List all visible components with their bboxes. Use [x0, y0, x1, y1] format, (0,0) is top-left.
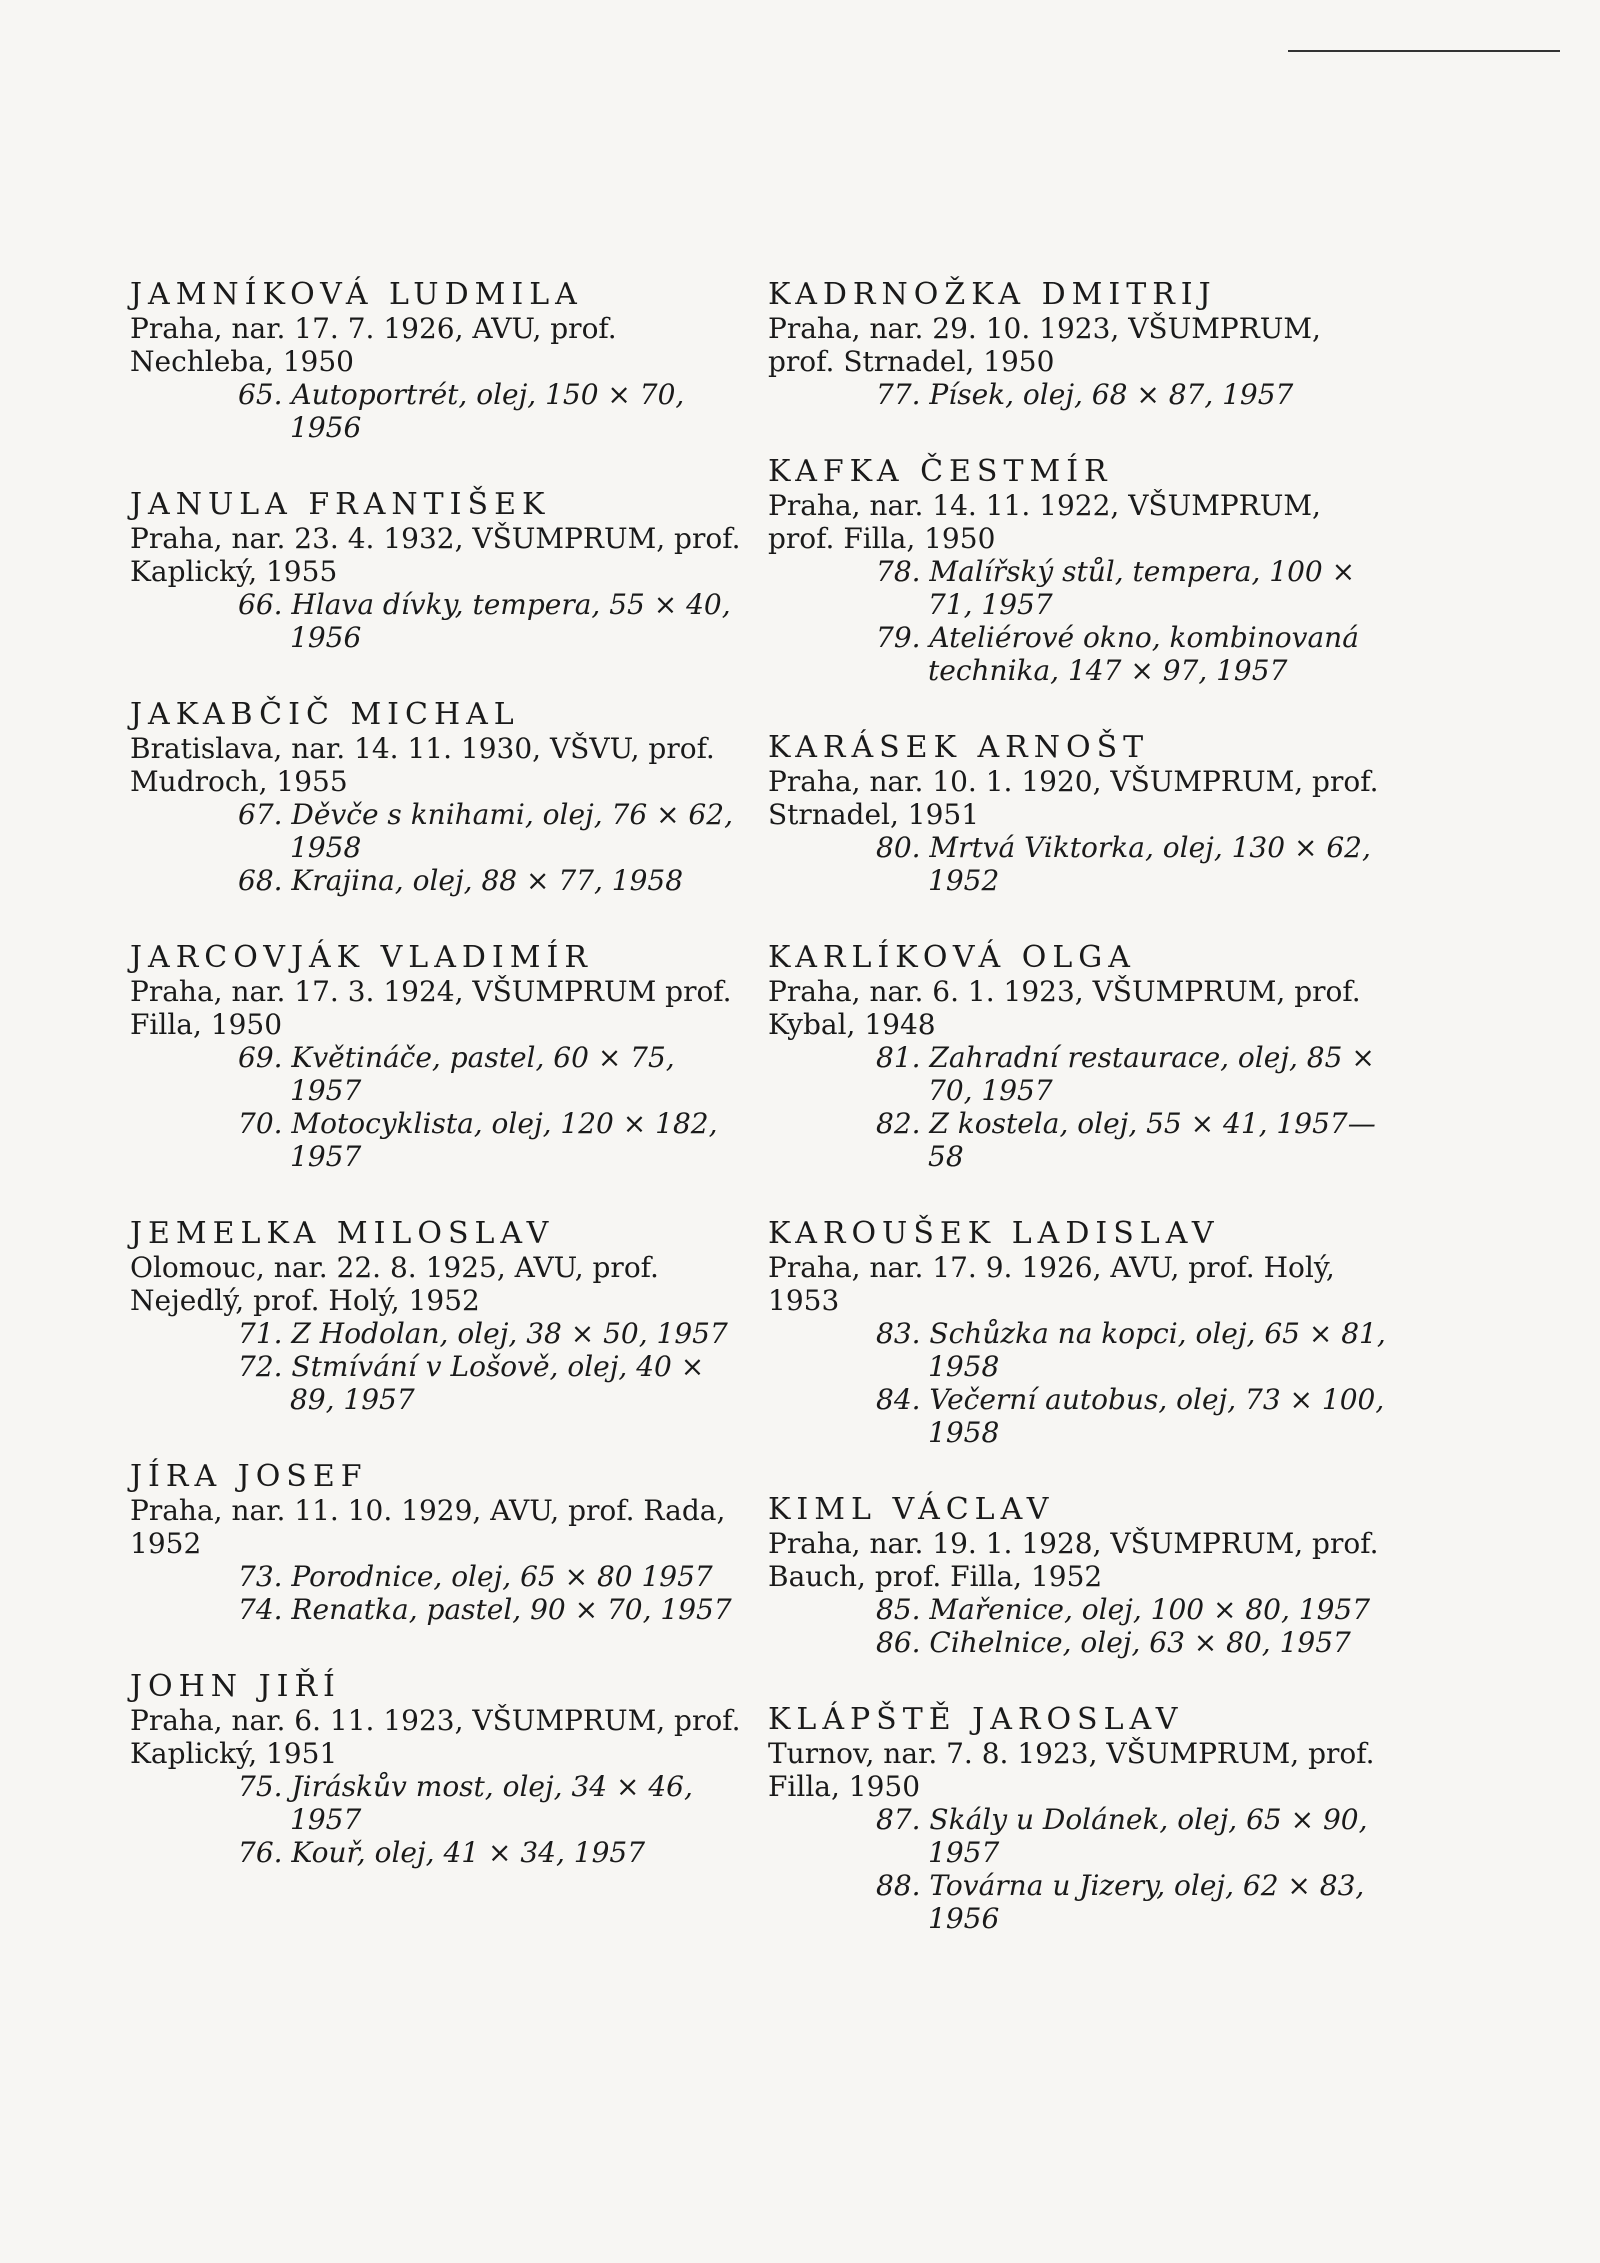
artist-bio: Praha, nar. 17. 3. 1924, VŠUMPRUM prof. Filla, 1950 [130, 975, 732, 1041]
artist-name: JAKABČIČ MICHAL [130, 697, 520, 732]
artist-name: KARLÍKOVÁ OLGA [768, 940, 1136, 975]
artist-entry [130, 1460, 750, 1626]
work-item: 74. Renatka, pastel, 90 × 70, 1957 [238, 1593, 732, 1626]
artist-name: JOHN JIŘÍ [130, 1669, 341, 1704]
works-list [768, 1593, 1388, 1659]
artist-name: JARCOVJÁK VLADIMÍR [130, 940, 593, 975]
works-list [130, 1041, 750, 1173]
work-item: 88. Továrna u Jizery, olej, 62 × 83, 1956 [876, 1869, 1365, 1935]
right-column [768, 278, 1388, 1979]
work-item: 70. Motocyklista, olej, 120 × 182, 1957 [238, 1107, 718, 1173]
artist-bio: Praha, nar. 17. 7. 1926, AVU, prof. Nechleba, 1950 [130, 312, 617, 378]
artist-entry [130, 698, 750, 897]
works-list [130, 588, 750, 654]
artist-bio: Praha, nar. 14. 11. 1922, VŠUMPRUM, prof. Filla, 1950 [768, 489, 1321, 555]
artist-name: JAMNÍKOVÁ LUDMILA [130, 277, 583, 312]
work-item: 82. Z kostela, olej, 55 × 41, 1957—58 [876, 1107, 1376, 1173]
works-list [130, 1560, 750, 1626]
work-item: 76. Kouř, olej, 41 × 34, 1957 [238, 1836, 646, 1869]
artist-bio: Bratislava, nar. 14. 11. 1930, VŠVU, prof. Mudroch, 1955 [130, 732, 715, 798]
artist-name: KADRNOŽKA DMITRIJ [768, 277, 1217, 312]
artist-entry [768, 278, 1388, 411]
artist-entry [130, 941, 750, 1173]
work-item: 69. Květináče, pastel, 60 × 75, 1957 [238, 1041, 675, 1107]
work-item: 80. Mrtvá Viktorka, olej, 130 × 62, 1952 [876, 831, 1371, 897]
artist-name: KAFKA ČESTMÍR [768, 454, 1113, 489]
works-list [768, 378, 1388, 411]
artist-bio: Praha, nar. 19. 1. 1928, VŠUMPRUM, prof. Bauch, prof. Filla, 1952 [768, 1527, 1379, 1593]
works-list [768, 831, 1388, 897]
artist-name: KIML VÁCLAV [768, 1492, 1055, 1527]
artist-entry [130, 488, 750, 654]
works-list [130, 1770, 750, 1869]
artist-name: JÍRA JOSEF [130, 1459, 368, 1494]
artist-name: KAROUŠEK LADISLAV [768, 1216, 1220, 1251]
work-item: 86. Cihelnice, olej, 63 × 80, 1957 [876, 1626, 1351, 1659]
work-item: 72. Stmívání v Lošově, olej, 40 × 89, 1957 [238, 1350, 705, 1416]
work-item: 65. Autoportrét, olej, 150 × 70, 1956 [238, 378, 685, 444]
artist-bio: Praha, nar. 6. 1. 1923, VŠUMPRUM, prof. Kybal, 1948 [768, 975, 1361, 1041]
work-item: 83. Schůzka na kopci, olej, 65 × 81, 1958 [876, 1317, 1386, 1383]
artist-bio: Praha, nar. 10. 1. 1920, VŠUMPRUM, prof. Strnadel, 1951 [768, 765, 1379, 831]
artist-entry [768, 941, 1388, 1173]
work-item: 68. Krajina, olej, 88 × 77, 1958 [238, 864, 684, 897]
artist-entry [768, 1493, 1388, 1659]
artist-name: JANULA FRANTIŠEK [130, 487, 551, 522]
work-item: 79. Ateliérové okno, kombinovaná technika, 147 × 97, 1957 [876, 621, 1359, 687]
artist-bio: Praha, nar. 11. 10. 1929, AVU, prof. Rada, 1952 [130, 1494, 726, 1560]
artist-entry [768, 1217, 1388, 1449]
works-list [768, 1317, 1388, 1449]
work-item: 73. Porodnice, olej, 65 × 80 1957 [238, 1560, 713, 1593]
works-list [768, 555, 1388, 687]
artist-entry [130, 1217, 750, 1416]
work-item: 71. Z Hodolan, olej, 38 × 50, 1957 [238, 1317, 728, 1350]
top-rule [1288, 50, 1560, 52]
artist-name: KLÁPŠTĚ JAROSLAV [768, 1702, 1184, 1737]
work-item: 77. Písek, olej, 68 × 87, 1957 [876, 378, 1294, 411]
artist-name: KARÁSEK ARNOŠT [768, 730, 1150, 765]
artist-bio: Praha, nar. 23. 4. 1932, VŠUMPRUM, prof. Kaplický, 1955 [130, 522, 741, 588]
artist-entry [768, 731, 1388, 897]
work-item: 85. Mařenice, olej, 100 × 80, 1957 [876, 1593, 1371, 1626]
work-item: 66. Hlava dívky, tempera, 55 × 40, 1956 [238, 588, 731, 654]
work-item: 67. Děvče s knihami, olej, 76 × 62, 1958 [238, 798, 733, 864]
artist-bio: Olomouc, nar. 22. 8. 1925, AVU, prof. Nejedlý, prof. Holý, 1952 [130, 1251, 659, 1317]
works-list [768, 1803, 1388, 1935]
artist-entry [130, 278, 750, 444]
artist-bio: Praha, nar. 29. 10. 1923, VŠUMPRUM, prof. Strnadel, 1950 [768, 312, 1321, 378]
works-list [130, 1317, 750, 1416]
artist-name: JEMELKA MILOSLAV [130, 1216, 555, 1251]
artist-entry [130, 1670, 750, 1869]
works-list [130, 378, 750, 444]
works-list [768, 1041, 1388, 1173]
work-item: 78. Malířský stůl, tempera, 100 × 71, 1957 [876, 555, 1356, 621]
work-item: 75. Jiráskův most, olej, 34 × 46, 1957 [238, 1770, 693, 1836]
work-item: 81. Zahradní restaurace, olej, 85 × 70, 1957 [876, 1041, 1375, 1107]
work-item: 87. Skály u Dolánek, olej, 65 × 90, 1957 [876, 1803, 1368, 1869]
artist-entry [768, 1703, 1388, 1935]
artist-bio: Turnov, nar. 7. 8. 1923, VŠUMPRUM, prof. Filla, 1950 [768, 1737, 1375, 1803]
works-list [130, 798, 750, 897]
artist-bio: Praha, nar. 17. 9. 1926, AVU, prof. Holý, 1953 [768, 1251, 1335, 1317]
artist-entry [768, 455, 1388, 687]
artist-bio: Praha, nar. 6. 11. 1923, VŠUMPRUM, prof. Kaplický, 1951 [130, 1704, 741, 1770]
work-item: 84. Večerní autobus, olej, 73 × 100, 1958 [876, 1383, 1385, 1449]
left-column [130, 278, 750, 1913]
